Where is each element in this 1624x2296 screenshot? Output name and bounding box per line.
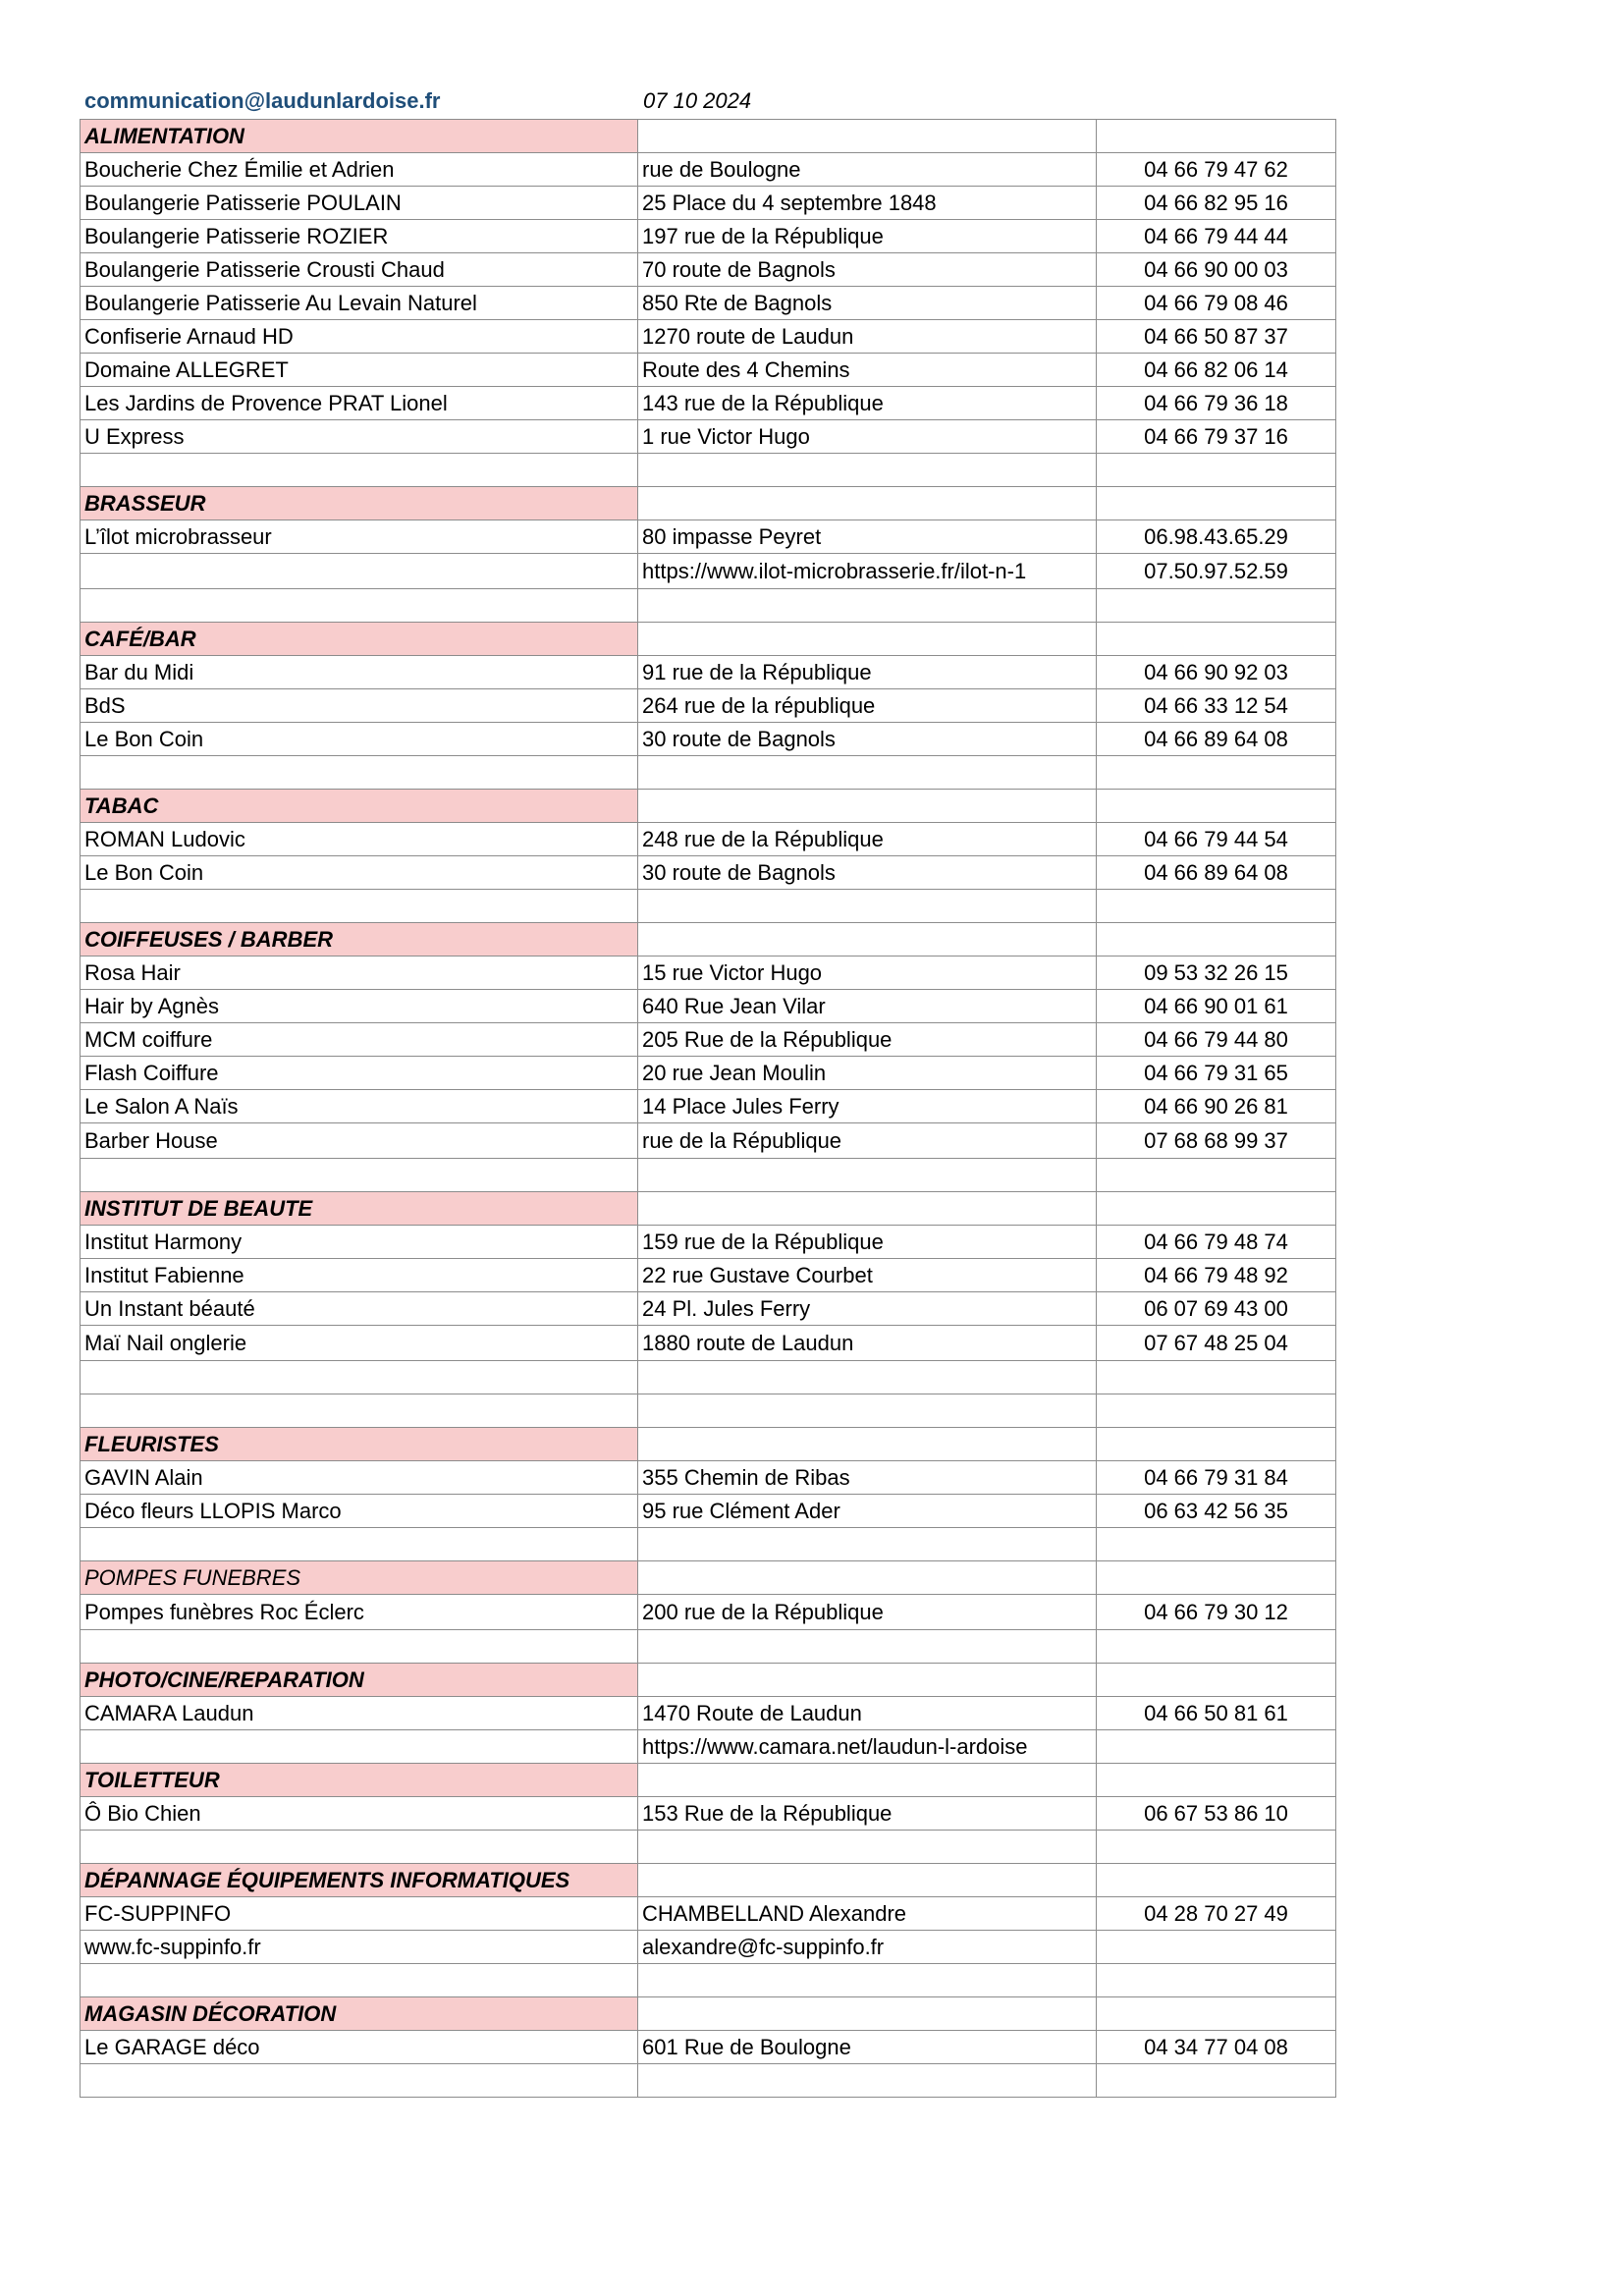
business-address: 70 route de Bagnols (638, 253, 1097, 287)
business-phone: 04 66 79 48 74 (1097, 1226, 1336, 1259)
business-name: Les Jardins de Provence PRAT Lionel (81, 387, 638, 420)
empty-cell (1097, 1630, 1336, 1664)
empty-cell (81, 1394, 638, 1428)
table-row (81, 856, 1336, 890)
empty-cell (1097, 1528, 1336, 1561)
business-name: Le GARAGE déco (81, 2031, 638, 2064)
business-address: 30 route de Bagnols (638, 723, 1097, 756)
section-header-row (81, 1561, 1336, 1595)
empty-cell (638, 790, 1097, 823)
section-header-row (81, 923, 1336, 957)
empty-cell (1097, 790, 1336, 823)
table-row (81, 354, 1336, 387)
business-website: www.fc-suppinfo.fr (81, 1931, 638, 1964)
business-email: alexandre@fc-suppinfo.fr (638, 1931, 1097, 1964)
empty-cell (1097, 120, 1336, 153)
empty-cell (1097, 890, 1336, 923)
table-row (81, 1897, 1336, 1931)
spacer-row (81, 1964, 1336, 1997)
business-phone: 06 07 69 43 00 (1097, 1292, 1336, 1326)
empty-cell (1097, 2064, 1336, 2098)
table-row (81, 1495, 1336, 1528)
spacer-row (81, 2064, 1336, 2098)
empty-cell (638, 487, 1097, 520)
table-row (81, 1931, 1336, 1964)
business-address: 25 Place du 4 septembre 1848 (638, 187, 1097, 220)
empty-cell (1097, 1664, 1336, 1697)
business-phone: 04 66 79 47 62 (1097, 153, 1336, 187)
business-phone: 09 53 32 26 15 (1097, 957, 1336, 990)
business-name: FC-SUPPINFO (81, 1897, 638, 1931)
business-address: 153 Rue de la République (638, 1797, 1097, 1831)
section-header-row (81, 120, 1336, 153)
empty-cell (638, 923, 1097, 957)
table-row (81, 990, 1336, 1023)
empty-cell (638, 1159, 1097, 1192)
business-address: 14 Place Jules Ferry (638, 1090, 1097, 1123)
section-header-row (81, 487, 1336, 520)
business-address: 1270 route de Laudun (638, 320, 1097, 354)
business-address: Route des 4 Chemins (638, 354, 1097, 387)
section-title: PHOTO/CINE/REPARATION (81, 1664, 638, 1697)
table-row (81, 220, 1336, 253)
empty-cell (81, 1528, 638, 1561)
empty-cell (638, 1192, 1097, 1226)
section-header-row (81, 623, 1336, 656)
table-row (81, 253, 1336, 287)
business-phone: 04 66 90 26 81 (1097, 1090, 1336, 1123)
business-phone: 04 66 79 37 16 (1097, 420, 1336, 454)
empty-cell (638, 454, 1097, 487)
spacer-row (81, 1361, 1336, 1394)
spacer-row (81, 589, 1336, 623)
business-address: 159 rue de la République (638, 1226, 1097, 1259)
empty-cell (81, 589, 638, 623)
empty-cell (638, 1630, 1097, 1664)
table-row (81, 1797, 1336, 1831)
table-row (81, 287, 1336, 320)
table-row (81, 554, 1336, 589)
spacer-row (81, 1630, 1336, 1664)
business-address: 1 rue Victor Hugo (638, 420, 1097, 454)
business-phone: 04 66 89 64 08 (1097, 723, 1336, 756)
business-address: rue de Boulogne (638, 153, 1097, 187)
empty-cell (81, 890, 638, 923)
business-phone: 04 66 82 95 16 (1097, 187, 1336, 220)
business-address: 91 rue de la République (638, 656, 1097, 689)
spacer-row (81, 890, 1336, 923)
business-phone: 06.98.43.65.29 (1097, 520, 1336, 554)
business-address: 601 Rue de Boulogne (638, 2031, 1097, 2064)
empty-cell (638, 1361, 1097, 1394)
empty-cell (1097, 589, 1336, 623)
business-address: 15 rue Victor Hugo (638, 957, 1097, 990)
spacer-row (81, 1394, 1336, 1428)
spacer-row (81, 454, 1336, 487)
business-name: Institut Fabienne (81, 1259, 638, 1292)
empty-cell (638, 1764, 1097, 1797)
table-row (81, 320, 1336, 354)
empty-cell (638, 1831, 1097, 1864)
business-address: 200 rue de la République (638, 1595, 1097, 1630)
business-name: Déco fleurs LLOPIS Marco (81, 1495, 638, 1528)
empty-cell (638, 2064, 1097, 2098)
business-name: Le Bon Coin (81, 856, 638, 890)
business-name: ROMAN Ludovic (81, 823, 638, 856)
business-name: Domaine ALLEGRET (81, 354, 638, 387)
empty-cell (81, 1630, 638, 1664)
business-phone: 07.50.97.52.59 (1097, 554, 1336, 589)
empty-cell (1097, 1361, 1336, 1394)
header-date: 07 10 2024 (643, 88, 752, 113)
business-name: MCM coiffure (81, 1023, 638, 1057)
table-row (81, 656, 1336, 689)
section-title: TABAC (81, 790, 638, 823)
business-address: 264 rue de la république (638, 689, 1097, 723)
empty-cell (638, 1864, 1097, 1897)
section-header-row (81, 1428, 1336, 1461)
table-row (81, 2031, 1336, 2064)
business-phone: 04 66 90 01 61 (1097, 990, 1336, 1023)
section-header-row (81, 1664, 1336, 1697)
business-phone: 06 67 53 86 10 (1097, 1797, 1336, 1831)
empty-cell (638, 120, 1097, 153)
table-row (81, 1292, 1336, 1326)
table-row (81, 957, 1336, 990)
business-phone: 04 66 79 36 18 (1097, 387, 1336, 420)
business-name: CAMARA Laudun (81, 1697, 638, 1730)
table-row (81, 1226, 1336, 1259)
spacer-row (81, 1831, 1336, 1864)
business-name: Boucherie Chez Émilie et Adrien (81, 153, 638, 187)
business-name: Le Bon Coin (81, 723, 638, 756)
business-name: GAVIN Alain (81, 1461, 638, 1495)
section-title: MAGASIN DÉCORATION (81, 1997, 638, 2031)
business-address: 143 rue de la République (638, 387, 1097, 420)
business-name: Boulangerie Patisserie Au Levain Naturel (81, 287, 638, 320)
business-phone: 07 67 48 25 04 (1097, 1326, 1336, 1361)
empty-cell (638, 1561, 1097, 1595)
business-phone: 04 66 79 08 46 (1097, 287, 1336, 320)
spacer-row (81, 1159, 1336, 1192)
business-address: 95 rue Clément Ader (638, 1495, 1097, 1528)
business-address: 1880 route de Laudun (638, 1326, 1097, 1361)
business-phone: 04 66 79 44 80 (1097, 1023, 1336, 1057)
table-row (81, 1090, 1336, 1123)
empty-cell (1097, 1864, 1336, 1897)
section-title: CAFÉ/BAR (81, 623, 638, 656)
empty-cell (81, 1964, 638, 1997)
empty-cell (638, 1964, 1097, 1997)
business-address: rue de la République (638, 1123, 1097, 1159)
table-row (81, 153, 1336, 187)
business-contact: CHAMBELLAND Alexandre (638, 1897, 1097, 1931)
empty-cell (1097, 487, 1336, 520)
business-phone: 04 66 82 06 14 (1097, 354, 1336, 387)
table-row (81, 420, 1336, 454)
section-header-row (81, 790, 1336, 823)
empty-cell (1097, 1831, 1336, 1864)
business-name: Flash Coiffure (81, 1057, 638, 1090)
empty-cell (1097, 1159, 1336, 1192)
business-name: Bar du Midi (81, 656, 638, 689)
business-name (81, 554, 638, 589)
table-row (81, 689, 1336, 723)
business-phone: 04 66 50 87 37 (1097, 320, 1336, 354)
business-address: 22 rue Gustave Courbet (638, 1259, 1097, 1292)
business-address: 640 Rue Jean Vilar (638, 990, 1097, 1023)
business-name: Hair by Agnès (81, 990, 638, 1023)
empty-cell (1097, 1997, 1336, 2031)
business-name: BdS (81, 689, 638, 723)
business-address: 205 Rue de la République (638, 1023, 1097, 1057)
empty-cell (638, 1528, 1097, 1561)
section-title: ALIMENTATION (81, 120, 638, 153)
business-name: Boulangerie Patisserie Crousti Chaud (81, 253, 638, 287)
business-address: 24 Pl. Jules Ferry (638, 1292, 1097, 1326)
empty-cell (1097, 623, 1336, 656)
empty-cell (1097, 1394, 1336, 1428)
section-title: TOILETTEUR (81, 1764, 638, 1797)
business-address: 30 route de Bagnols (638, 856, 1097, 890)
business-address: 20 rue Jean Moulin (638, 1057, 1097, 1090)
table-row (81, 723, 1336, 756)
business-phone: 04 66 89 64 08 (1097, 856, 1336, 890)
empty-cell (81, 2064, 638, 2098)
table-row (81, 1326, 1336, 1361)
business-name: Barber House (81, 1123, 638, 1159)
business-name: Pompes funèbres Roc Éclerc (81, 1595, 638, 1630)
section-title: INSTITUT DE BEAUTE (81, 1192, 638, 1226)
empty-cell (1097, 1428, 1336, 1461)
business-phone: 04 66 79 31 65 (1097, 1057, 1336, 1090)
table-row (81, 1461, 1336, 1495)
table-row (81, 1730, 1336, 1764)
business-address: 248 rue de la République (638, 823, 1097, 856)
business-name: Boulangerie Patisserie ROZIER (81, 220, 638, 253)
business-phone: 04 66 79 44 44 (1097, 220, 1336, 253)
empty-cell (638, 589, 1097, 623)
section-title: FLEURISTES (81, 1428, 638, 1461)
table-row (81, 387, 1336, 420)
empty-cell (81, 1361, 638, 1394)
business-phone: 04 28 70 27 49 (1097, 1897, 1336, 1931)
empty-cell (81, 1159, 638, 1192)
empty-cell (638, 1428, 1097, 1461)
business-name: Maï Nail onglerie (81, 1326, 638, 1361)
business-name: Le Salon A Naïs (81, 1090, 638, 1123)
business-phone: 04 66 79 30 12 (1097, 1595, 1336, 1630)
business-name: L’îlot microbrasseur (81, 520, 638, 554)
table-row (81, 1259, 1336, 1292)
business-address: 850 Rte de Bagnols (638, 287, 1097, 320)
empty-cell (81, 1831, 638, 1864)
table-row (81, 520, 1336, 554)
section-header-row (81, 1764, 1336, 1797)
business-address: 80 impasse Peyret (638, 520, 1097, 554)
section-header-row (81, 1997, 1336, 2031)
business-phone (1097, 1730, 1336, 1764)
business-name: Boulangerie Patisserie POULAIN (81, 187, 638, 220)
empty-cell (638, 1394, 1097, 1428)
business-name: Un Instant béauté (81, 1292, 638, 1326)
business-phone: 04 66 90 00 03 (1097, 253, 1336, 287)
business-phone: 04 66 90 92 03 (1097, 656, 1336, 689)
business-phone: 04 34 77 04 08 (1097, 2031, 1336, 2064)
business-name: U Express (81, 420, 638, 454)
business-website: https://www.camara.net/laudun-l-ardoise (638, 1730, 1097, 1764)
table-row (81, 1123, 1336, 1159)
business-website: https://www.ilot-microbrasserie.fr/ilot-n-1 (638, 554, 1097, 589)
header-email: communication@laudunlardoise.fr (84, 88, 441, 113)
business-name: Confiserie Arnaud HD (81, 320, 638, 354)
business-name (81, 1730, 638, 1764)
empty-cell (1097, 756, 1336, 790)
business-name: Ô Bio Chien (81, 1797, 638, 1831)
business-phone: 04 66 33 12 54 (1097, 689, 1336, 723)
table-row (81, 823, 1336, 856)
directory-table (80, 119, 1336, 2098)
empty-cell (1097, 923, 1336, 957)
spacer-row (81, 1528, 1336, 1561)
spacer-row (81, 756, 1336, 790)
table-row (81, 1697, 1336, 1730)
empty-cell (81, 756, 638, 790)
table-row (81, 1057, 1336, 1090)
business-name: Institut Harmony (81, 1226, 638, 1259)
empty-cell (638, 890, 1097, 923)
business-phone: 06 63 42 56 35 (1097, 1495, 1336, 1528)
empty-cell (638, 623, 1097, 656)
business-phone: 04 66 79 48 92 (1097, 1259, 1336, 1292)
section-title: DÉPANNAGE ÉQUIPEMENTS INFORMATIQUES (81, 1864, 638, 1897)
empty-cell (1097, 1964, 1336, 1997)
empty-cell (638, 756, 1097, 790)
business-phone: 04 66 79 31 84 (1097, 1461, 1336, 1495)
empty-cell (1097, 1561, 1336, 1595)
business-phone: 07 68 68 99 37 (1097, 1123, 1336, 1159)
business-address: 355 Chemin de Ribas (638, 1461, 1097, 1495)
business-phone: 04 66 50 81 61 (1097, 1697, 1336, 1730)
empty-cell (1097, 454, 1336, 487)
section-title: POMPES FUNEBRES (81, 1561, 638, 1595)
empty-cell (638, 1997, 1097, 2031)
business-name: Rosa Hair (81, 957, 638, 990)
section-title: COIFFEUSES / BARBER (81, 923, 638, 957)
empty-cell (1097, 1764, 1336, 1797)
table-row (81, 1595, 1336, 1630)
empty-cell (1097, 1192, 1336, 1226)
section-header-row (81, 1864, 1336, 1897)
business-address: 197 rue de la République (638, 220, 1097, 253)
section-header-row (81, 1192, 1336, 1226)
business-address: 1470 Route de Laudun (638, 1697, 1097, 1730)
table-row (81, 1023, 1336, 1057)
empty-cell (638, 1664, 1097, 1697)
business-phone: 04 66 79 44 54 (1097, 823, 1336, 856)
empty-cell (81, 454, 638, 487)
business-phone (1097, 1931, 1336, 1964)
table-row (81, 187, 1336, 220)
section-title: BRASSEUR (81, 487, 638, 520)
